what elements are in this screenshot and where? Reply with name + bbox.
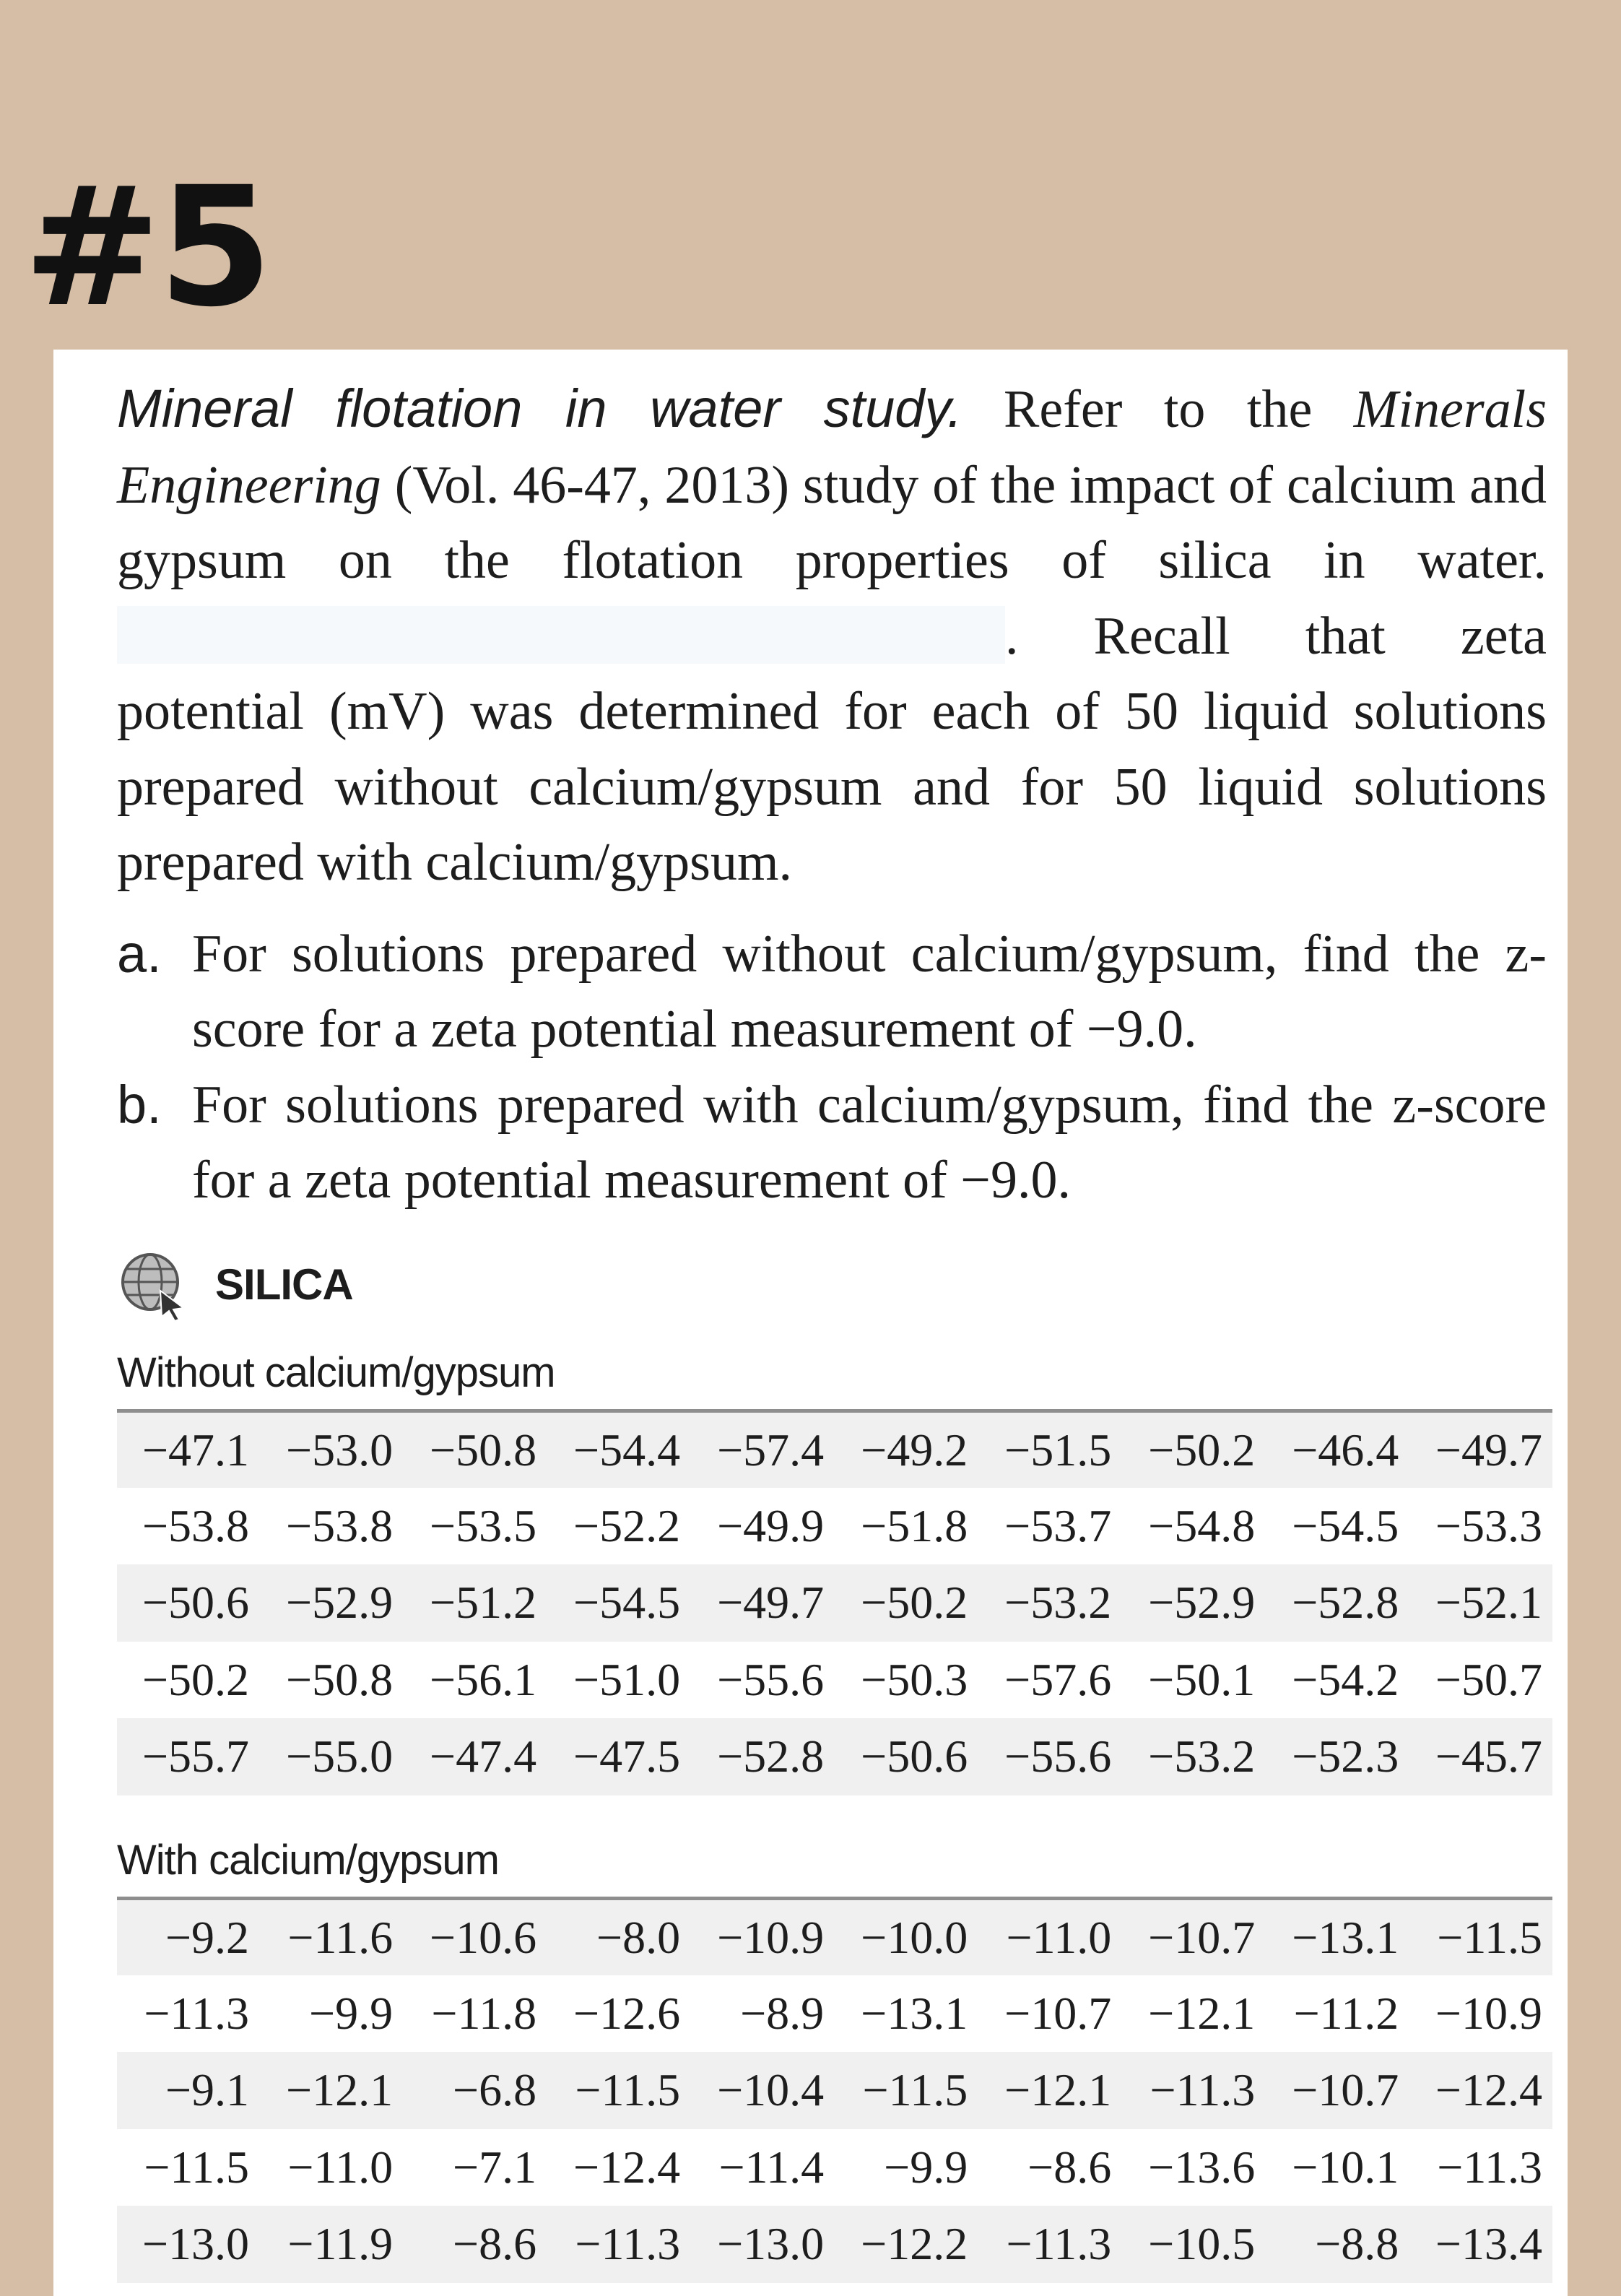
table-cell: −13.0	[717, 2218, 825, 2270]
data-table-with	[117, 1897, 1552, 2283]
table-cell: −10.7	[1148, 1911, 1256, 1963]
table-cell: −11.0	[1006, 1911, 1112, 1963]
table-row	[117, 2052, 1552, 2129]
table-cell: −53.2	[1148, 1730, 1256, 1782]
table-cell: −12.4	[1435, 2064, 1542, 2116]
question-a	[117, 917, 1547, 1067]
table-cell: −50.1	[1148, 1653, 1256, 1705]
table-cell: −12.2	[861, 2218, 968, 2270]
table-cell: −50.6	[861, 1730, 968, 1782]
table-row	[117, 1411, 1552, 1488]
table-cell: −56.1	[430, 1653, 537, 1705]
table-cell: −11.3	[144, 1987, 250, 2039]
table-cell: −10.7	[1004, 1987, 1112, 2039]
table-cell: −50.2	[1148, 1424, 1256, 1476]
table-cell: −13.1	[1292, 1911, 1399, 1963]
table-cell: −11.0	[287, 2141, 394, 2193]
table-cell: −50.2	[142, 1653, 250, 1705]
table-cell: −51.2	[430, 1577, 537, 1629]
table-caption-without: Without calcium/gypsum	[117, 1348, 555, 1396]
table-cell: −10.7	[1292, 2064, 1399, 2116]
table-row	[117, 1718, 1552, 1795]
table-cell: −49.9	[717, 1499, 825, 1551]
table-cell: −10.1	[1292, 2141, 1399, 2193]
table-cell: −53.0	[285, 1424, 394, 1476]
table-cell: −53.7	[1004, 1499, 1112, 1551]
table-cell: −51.5	[1004, 1424, 1112, 1476]
table-cell: −49.2	[861, 1424, 968, 1476]
question-b	[117, 1067, 1547, 1218]
table-cell: −54.5	[573, 1577, 681, 1629]
dataset-label	[117, 1249, 1547, 1321]
table-cell: −10.0	[861, 1911, 968, 1963]
table-cell: −49.7	[1435, 1424, 1542, 1476]
table-cell: −50.2	[861, 1577, 968, 1629]
redacted-region	[117, 606, 1005, 664]
exercise-content	[117, 350, 1547, 2283]
table-cell: −11.6	[287, 1911, 394, 1963]
table-cell: −52.2	[573, 1499, 681, 1551]
table-cell: −11.5	[862, 2064, 968, 2116]
table-cell: −13.6	[1148, 2141, 1256, 2193]
table-cell: −47.4	[430, 1730, 537, 1782]
table-cell: −12.1	[1148, 1987, 1256, 2039]
table-cell: −55.6	[717, 1653, 825, 1705]
table-cell: −46.4	[1292, 1424, 1399, 1476]
table-row	[117, 2206, 1552, 2283]
table-cell: −10.9	[1435, 1987, 1542, 2039]
table-cell: −11.2	[1293, 1987, 1399, 2039]
table-cell: −50.8	[430, 1424, 537, 1476]
table-cell: −11.3	[1437, 2141, 1542, 2193]
table-cell: −55.7	[142, 1730, 250, 1782]
table-cell: −52.1	[1435, 1577, 1542, 1629]
table-row	[117, 1488, 1552, 1565]
table-row	[117, 1642, 1552, 1719]
table-cell: −13.4	[1435, 2218, 1542, 2270]
table-cell: −57.4	[717, 1424, 825, 1476]
table-cell: −10.6	[430, 1911, 537, 1963]
table-row	[117, 1975, 1552, 2053]
table-cell: −47.1	[142, 1424, 250, 1476]
table-cell: −13.1	[861, 1987, 968, 2039]
problem-number: #5	[23, 151, 270, 343]
intro-text-3: . Recall that zeta potential (mV) was determined for each of 50 liquid solutions prepared without calcium/gypsum and for 50 liquid solutions prepared with calcium/gypsum.	[117, 606, 1547, 892]
question-b-text: For solutions prepared with calcium/gypsum, find the z-score for a zeta potential measurement of −9.0.	[192, 1075, 1547, 1210]
table-cell: −11.8	[431, 1987, 537, 2039]
exercise-title: Mineral flotation in water study.	[117, 378, 962, 438]
table-cell: −9.1	[165, 2064, 250, 2116]
table-cell: −13.0	[142, 2218, 250, 2270]
table-cell: −49.7	[717, 1577, 825, 1629]
table-cell: −55.6	[1004, 1730, 1112, 1782]
table-cell: −52.8	[717, 1730, 825, 1782]
table-cell: −52.3	[1292, 1730, 1399, 1782]
journal-name: Minerals Engineering	[117, 380, 1547, 515]
table-cell: −54.5	[1292, 1499, 1399, 1551]
table-cell: −53.2	[1004, 1577, 1112, 1629]
table-cell: −10.5	[1148, 2218, 1256, 2270]
table-cell: −54.8	[1148, 1499, 1256, 1551]
table-row	[117, 2129, 1552, 2206]
table-cell: −51.0	[573, 1653, 681, 1705]
table-caption-with: With calcium/gypsum	[117, 1836, 499, 1884]
table-cell: −12.6	[573, 1987, 681, 2039]
table-cell: −55.0	[285, 1730, 394, 1782]
table-cell: −10.4	[717, 2064, 825, 2116]
table-cell: −11.3	[1150, 2064, 1256, 2116]
table-cell: −45.7	[1435, 1730, 1542, 1782]
question-a-text: For solutions prepared without calcium/gypsum, find the z-score for a zeta potential measurement of −9.0.	[192, 924, 1547, 1059]
table-cell: −54.2	[1292, 1653, 1399, 1705]
globe-cursor-icon	[117, 1249, 189, 1321]
intro-text-1: Refer to the	[962, 380, 1354, 439]
table-cell: −53.8	[285, 1499, 394, 1551]
table-cell: −9.9	[308, 1987, 394, 2039]
table-cell: −50.8	[285, 1653, 394, 1705]
table-cell: −10.9	[717, 1911, 825, 1963]
table-cell: −50.6	[142, 1577, 250, 1629]
table-cell: −8.6	[453, 2218, 537, 2270]
table-cell: −50.3	[861, 1653, 968, 1705]
question-b-marker: b.	[117, 1074, 162, 1135]
table-cell: −50.7	[1435, 1653, 1542, 1705]
intro-text-2: (Vol. 46-47, 2013) study of the impact of calcium and gypsum on the flotation properties of silica in water.	[117, 455, 1547, 590]
table-cell: −11.9	[287, 2218, 394, 2270]
table-cell: −11.5	[575, 2064, 681, 2116]
data-table-without	[117, 1409, 1552, 1795]
table-cell: −11.5	[1437, 1911, 1542, 1963]
table-cell: −12.4	[573, 2141, 681, 2193]
table-cell: −12.1	[1004, 2064, 1112, 2116]
table-cell: −12.1	[285, 2064, 394, 2116]
table-cell: −11.3	[575, 2218, 681, 2270]
table-cell: −9.2	[165, 1911, 250, 1963]
table-cell: −53.3	[1435, 1499, 1542, 1551]
question-a-marker: a.	[117, 923, 162, 984]
table-cell: −54.4	[573, 1424, 681, 1476]
table-cell: −53.8	[142, 1499, 250, 1551]
table-cell: −8.9	[740, 1987, 825, 2039]
table-cell: −11.5	[144, 2141, 250, 2193]
table-cell: −8.0	[596, 1911, 681, 1963]
table-cell: −8.8	[1315, 2218, 1399, 2270]
table-cell: −52.8	[1292, 1577, 1399, 1629]
exercise-card	[53, 350, 1568, 2296]
table-cell: −11.4	[718, 2141, 825, 2193]
table-cell: −51.8	[861, 1499, 968, 1551]
table-cell: −47.5	[573, 1730, 681, 1782]
table-cell: −57.6	[1004, 1653, 1112, 1705]
table-cell: −52.9	[285, 1577, 394, 1629]
table-cell: −7.1	[453, 2141, 537, 2193]
dataset-name: SILICA	[215, 1260, 353, 1309]
table-cell: −6.8	[453, 2064, 537, 2116]
table-cell: −9.9	[884, 2141, 968, 2193]
table-row	[117, 1564, 1552, 1642]
table-cell: −11.3	[1006, 2218, 1112, 2270]
table-cell: −52.9	[1148, 1577, 1256, 1629]
intro-paragraph	[117, 350, 1547, 901]
table-row	[117, 1898, 1552, 1975]
table-cell: −8.6	[1027, 2141, 1112, 2193]
table-cell: −53.5	[430, 1499, 537, 1551]
